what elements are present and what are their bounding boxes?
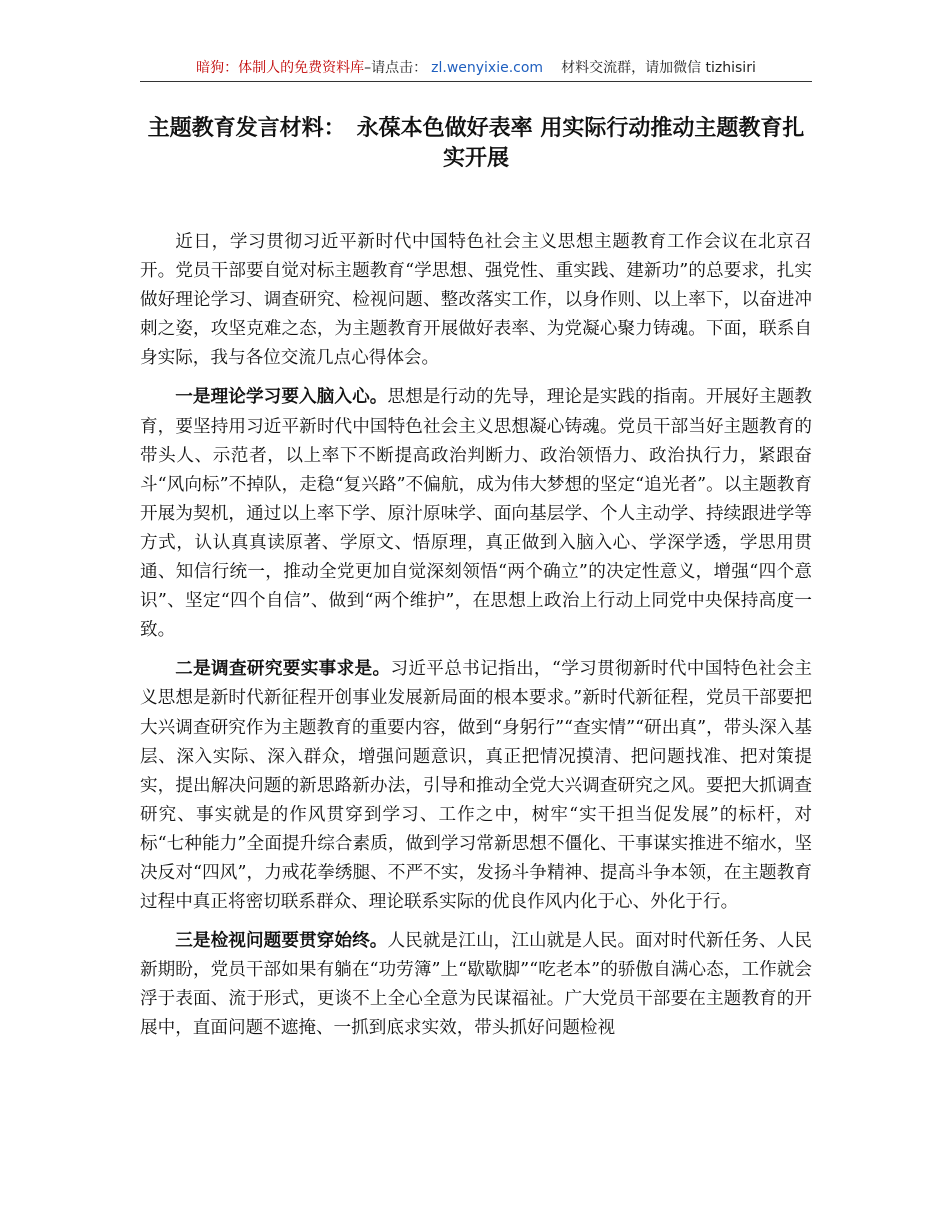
header-divider (140, 81, 812, 82)
paragraph-lead: 二是调查研究要实事求是。 (175, 659, 391, 680)
paragraph-intro (140, 228, 812, 373)
paragraph-text: 人民就是江山，江山就是人民。面对时代新任务、人民新期盼，党员干部如果有躺在“功劳簿”上“歇歇脚”“吃老本”的骄傲自满心态，工作就会浮于表面、流于形式，更谈不上全心全意为民谋福祉。广大党员干部要在主题教育的开展中，直面问题不遮掩、一抓到底求实效，带头抓好问题检视 (140, 931, 812, 1039)
header-prompt: –请点击： (364, 60, 428, 76)
paragraph-lead: 三是检视问题要贯穿始终。 (175, 931, 388, 952)
paragraph-text: 近日，学习贯彻习近平新时代中国特色社会主义思想主题教育工作会议在北京召开。党员干部要自觉对标主题教育“学思想、强党性、重实践、建新功”的总要求，扎实做好理论学习、调查研究、检视问题、整改落实工作，以身作则、以上率下，以奋进冲刺之姿，攻坚克难之态，为主题教育开展做好表率、为党凝心聚力铸魂。下面，联系自身实际，我与各位交流几点心得体会。 (140, 232, 812, 369)
paragraph-lead: 一是理论学习要入脑入心。 (175, 387, 388, 408)
document-body (140, 228, 812, 1054)
header-brand: 暗狗：体制人的免费资料库 (196, 60, 365, 76)
paragraph-text: 习近平总书记指出，“学习贯彻新时代中国特色社会主义思想是新时代新征程开创事业发展新局面的根本要求。”新时代新征程，党员干部要把大兴调查研究作为主题教育的重要内容，做到“身躬行”“查实情”“研出真”，带头深入基层、深入实际、深入群众，增强问题意识，真正把情况摸清、把问题找准、把对策提实，提出解决问题的新思路新办法，引导和推动全党大兴调查研究之风。要把大抓调查研究、事实就是的作风贯穿到学习、工作之中，树牢“实干担当促发展”的标杆，对标“七种能力”全面提升综合素质，做到学习常新思想不僵化、干事谋实推进不缩水，坚决反对“四风”，力戒花拳绣腿、不严不实，发扬斗争精神、提高斗争本领，在主题教育过程中真正将密切联系群众、理论联系实际的优良作风内化于心、外化于行。 (140, 659, 812, 913)
header-url-link[interactable]: zl.wenyixie.com (431, 60, 544, 76)
paragraph-problem-review (140, 927, 812, 1043)
header-group-note: 材料交流群，请加微信 tizhisiri (561, 60, 756, 76)
document-title: 主题教育发言材料： 永葆本色做好表率 用实际行动推动主题教育扎实开展 (147, 116, 805, 171)
paragraph-investigation (140, 655, 812, 917)
paragraph-text: 思想是行动的先导，理论是实践的指南。开展好主题教育，要坚持用习近平新时代中国特色社会主义思想凝心铸魂。党员干部当好主题教育的带头人、示范者，以上率下不断提高政治判断力、政治领悟力、政治执行力，紧跟奋斗“风向标”不掉队，走稳“复兴路”不偏航，成为伟大梦想的坚定“追光者”。以主题教育开展为契机，通过以上率下学、原汁原味学、面向基层学、个人主动学、持续跟进学等方式，认认真真读原著、学原文、悟原理，真正做到入脑入心、学深学透，学思用贯通、知信行统一，推动全党更加自觉深刻领悟“两个确立”的决定性意义，增强“四个意识”、坚定“四个自信”、做到“两个维护”，在思想上政治上行动上同党中央保持高度一致。 (140, 387, 812, 641)
paragraph-theory-study (140, 383, 812, 645)
page-header (140, 58, 812, 80)
